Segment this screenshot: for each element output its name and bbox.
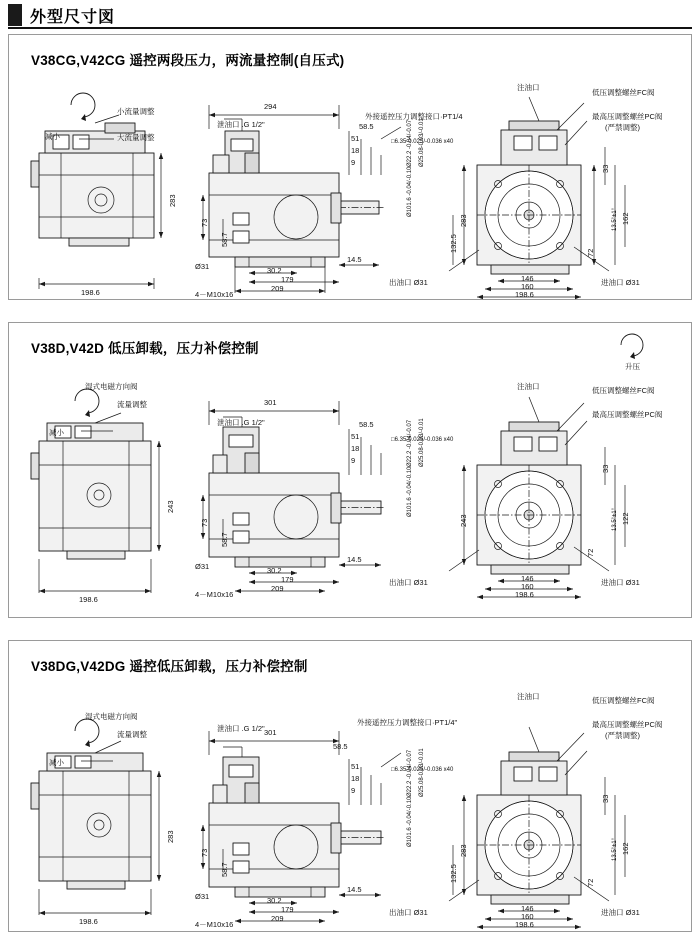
- dim-73-0: 73: [200, 218, 209, 227]
- dim-132-5-0: 132.5: [449, 234, 458, 253]
- dim-13-5-2: 13.5°±1°: [612, 837, 618, 861]
- label-dia-22-2-2: Ø22.2 -0.04/-0.07: [407, 749, 413, 797]
- panel-title-1: V38D,V42D 低压卸载，压力补偿控制: [31, 341, 259, 356]
- dim-294-0: 294: [264, 102, 277, 111]
- label-dia-101-6-0: Ø101.6 -0.04/-0.10: [407, 166, 413, 217]
- dim-13-5-1: 13.5°±1°: [612, 507, 618, 531]
- dim-33-0: 33: [601, 164, 610, 173]
- dim-162-0: 162: [621, 212, 630, 225]
- dim-14-5-0: 14.5: [347, 255, 362, 264]
- label-bolt-spec-1: 4－M10x16: [195, 590, 234, 599]
- label-low-pressure-screw-2: 低压调整螺丝FC阀: [592, 696, 655, 705]
- label-dia-101-6-1: Ø101.6 -0.04/-0.10: [407, 466, 413, 517]
- figure-svg-1: [9, 323, 693, 619]
- dim-243-left-1: 243: [166, 500, 175, 513]
- dim-18-0: 18: [351, 146, 360, 155]
- page-header: [0, 0, 700, 30]
- label-in-port-1: 进油口 Ø31: [601, 578, 640, 587]
- label-out-port-0: 出油口 Ø31: [389, 278, 428, 287]
- dim-179-0: 179: [281, 275, 294, 284]
- dim-72-1: 72: [586, 548, 595, 557]
- dim-73-1: 73: [200, 518, 209, 527]
- dim-51-0: 51: [351, 134, 360, 143]
- label-counterbore-2: □6.35-0.025/-0.036 x40: [391, 767, 454, 773]
- label-raise-pressure-1: 升压: [625, 362, 640, 371]
- label-fill-port-1: 注油口: [517, 382, 540, 391]
- dim-14-5-2: 14.5: [347, 885, 362, 894]
- dim-209-2: 209: [271, 914, 284, 923]
- label-dia-25-08-2: Ø25.08-0.03/-0.01: [419, 748, 425, 797]
- dim-58-5-1: 58.5: [359, 420, 374, 429]
- label-decrease-2: 减小: [49, 758, 64, 767]
- label-dia-25-08-0: Ø25.08-0.03/-0.01: [419, 118, 425, 167]
- dim-30-2-0: 30.2: [267, 266, 282, 275]
- label-remote-port-0: 外接遥控压力调整接口·PT1/4: [365, 112, 463, 121]
- label-hole-d31-1: Ø31: [195, 562, 210, 571]
- label-remote-port-2: 外接遥控压力调整接口·PT1/4": [357, 718, 458, 727]
- dim-283-left-0: 283: [168, 194, 177, 207]
- label-fill-port-2: 注油口: [517, 692, 540, 701]
- label-drain-port-1: 泄油口 .G 1/2": [217, 418, 265, 427]
- dim-51-2: 51: [351, 762, 360, 771]
- label-no-adjust-2: (严禁调整): [605, 731, 640, 740]
- label-flow-adjust-1: 流量调整: [117, 400, 147, 409]
- diagram-panel-v38dg: [8, 640, 692, 932]
- dim-51-1: 51: [351, 432, 360, 441]
- label-fill-port-0: 注油口: [517, 83, 540, 92]
- label-drain-port-0: 泄油口 .G 1/2": [217, 120, 265, 129]
- label-out-port-2: 出油口 Ø31: [389, 908, 428, 917]
- dim-73-2: 73: [200, 848, 209, 857]
- panel-title-2: V38DG,V42DG 遥控低压卸载，压力补偿控制: [31, 659, 308, 674]
- dim-209-1: 209: [271, 584, 284, 593]
- label-no-adjust-0: (严禁调整): [605, 123, 640, 132]
- dim-162-2: 162: [621, 842, 630, 855]
- dim-179-1: 179: [281, 575, 294, 584]
- label-large-flow-0: 大流量调整: [117, 133, 155, 142]
- label-drain-port-2: 泄油口 .G 1/2": [217, 724, 265, 733]
- dim-30-2-2: 30.2: [267, 896, 282, 905]
- dim-33-2: 33: [601, 794, 610, 803]
- label-solenoid-valve-2: 湿式电磁方向阀: [85, 712, 138, 721]
- label-dia-101-6-2: Ø101.6 -0.04/-0.10: [407, 796, 413, 847]
- dim-9-0: 9: [351, 158, 356, 167]
- figure-v38cg: [9, 35, 693, 299]
- label-low-pressure-screw-1: 低压调整螺丝FC阀: [592, 386, 655, 395]
- dim-243-right-1: 243: [459, 514, 468, 527]
- dim-14-5-1: 14.5: [347, 555, 362, 564]
- dim-9-2: 9: [351, 786, 356, 795]
- dim-198-6-right-1: 198.6: [515, 590, 534, 599]
- dim-160-0: 160: [521, 282, 534, 291]
- dim-283-right-2: 283: [459, 844, 468, 857]
- label-high-pressure-screw-0: 最高压调整螺丝PC阀: [592, 112, 663, 121]
- dim-209-0: 209: [271, 284, 284, 293]
- dim-198-6-right-0: 198.6: [515, 290, 534, 299]
- dim-9-1: 9: [351, 456, 356, 465]
- label-decrease-0: 减小: [45, 132, 60, 141]
- dim-301-1: 301: [264, 398, 277, 407]
- label-out-port-1: 出油口 Ø31: [389, 578, 428, 587]
- dim-33-1: 33: [601, 464, 610, 473]
- label-high-pressure-screw-2: 最高压调整螺丝PC阀: [592, 720, 663, 729]
- dim-13-5-0: 13.5°±1°: [612, 207, 618, 231]
- label-bolt-spec-0: 4－M10x16: [195, 290, 234, 299]
- label-hole-d31-0: Ø31: [195, 262, 210, 271]
- label-hole-d31-2: Ø31: [195, 892, 210, 901]
- dim-18-1: 18: [351, 444, 360, 453]
- dim-58-7-1: 58.7: [220, 532, 229, 547]
- dim-72-0: 72: [586, 248, 595, 257]
- label-decrease-1: 减小: [49, 428, 64, 437]
- figure-v38d: [9, 323, 693, 617]
- page-title: 外型尺寸図: [30, 8, 116, 26]
- dim-198-6-left-1: 198.6: [79, 595, 98, 604]
- dim-18-2: 18: [351, 774, 360, 783]
- header-divider: [8, 27, 692, 29]
- dim-58-7-0: 58.7: [220, 232, 229, 247]
- dim-301-2: 301: [264, 728, 277, 737]
- dim-283-right-0: 283: [459, 214, 468, 227]
- diagram-panel-v38d: [8, 322, 692, 618]
- dim-146-0: 146: [521, 274, 534, 283]
- dim-198-6-left-0: 198.6: [81, 288, 100, 297]
- label-high-pressure-screw-1: 最高压调整螺丝PC阀: [592, 410, 663, 419]
- label-solenoid-valve-1: 湿式电磁方向阀: [85, 382, 138, 391]
- dim-58-5-0: 58.5: [359, 122, 374, 131]
- diagram-panel-v38cg: [8, 34, 692, 300]
- dim-58-7-2: 58.7: [220, 862, 229, 877]
- label-low-pressure-screw-0: 低压调整螺丝FC阀: [592, 88, 655, 97]
- dim-283-left-2: 283: [166, 830, 175, 843]
- panel-title-0: V38CG,V42CG 遥控两段压力，两流量控制(自压式): [31, 53, 345, 68]
- dim-132-5-2: 132.5: [449, 864, 458, 883]
- dim-30-2-1: 30.2: [267, 566, 282, 575]
- label-counterbore-0: □6.35-0.025/-0.036 x40: [391, 139, 454, 145]
- dim-160-2: 160: [521, 912, 534, 921]
- label-dia-25-08-1: Ø25.08-0.03/-0.01: [419, 418, 425, 467]
- dim-72-2: 72: [586, 878, 595, 887]
- label-bolt-spec-2: 4－M10x16: [195, 920, 234, 929]
- label-small-flow-0: 小流量调整: [117, 107, 155, 116]
- label-counterbore-1: □6.35-0.025/-0.036 x40: [391, 437, 454, 443]
- label-dia-22-2-0: Ø22.2 -0.04/-0.07: [407, 119, 413, 167]
- dim-179-2: 179: [281, 905, 294, 914]
- dim-146-1: 146: [521, 574, 534, 583]
- header-accent-bar: [8, 4, 22, 26]
- dim-160-1: 160: [521, 582, 534, 591]
- dim-146-2: 146: [521, 904, 534, 913]
- label-in-port-2: 进油口 Ø31: [601, 908, 640, 917]
- label-in-port-0: 进油口 Ø31: [601, 278, 640, 287]
- dim-198-6-left-2: 198.6: [79, 917, 98, 926]
- figure-v38dg: [9, 641, 693, 931]
- label-dia-22-2-1: Ø22.2 -0.04/-0.07: [407, 419, 413, 467]
- dim-122-1: 122: [621, 512, 630, 525]
- label-flow-adjust-2: 流量调整: [117, 730, 147, 739]
- dim-58-5-2: 58.5: [333, 742, 348, 751]
- dim-198-6-right-2: 198.6: [515, 920, 534, 929]
